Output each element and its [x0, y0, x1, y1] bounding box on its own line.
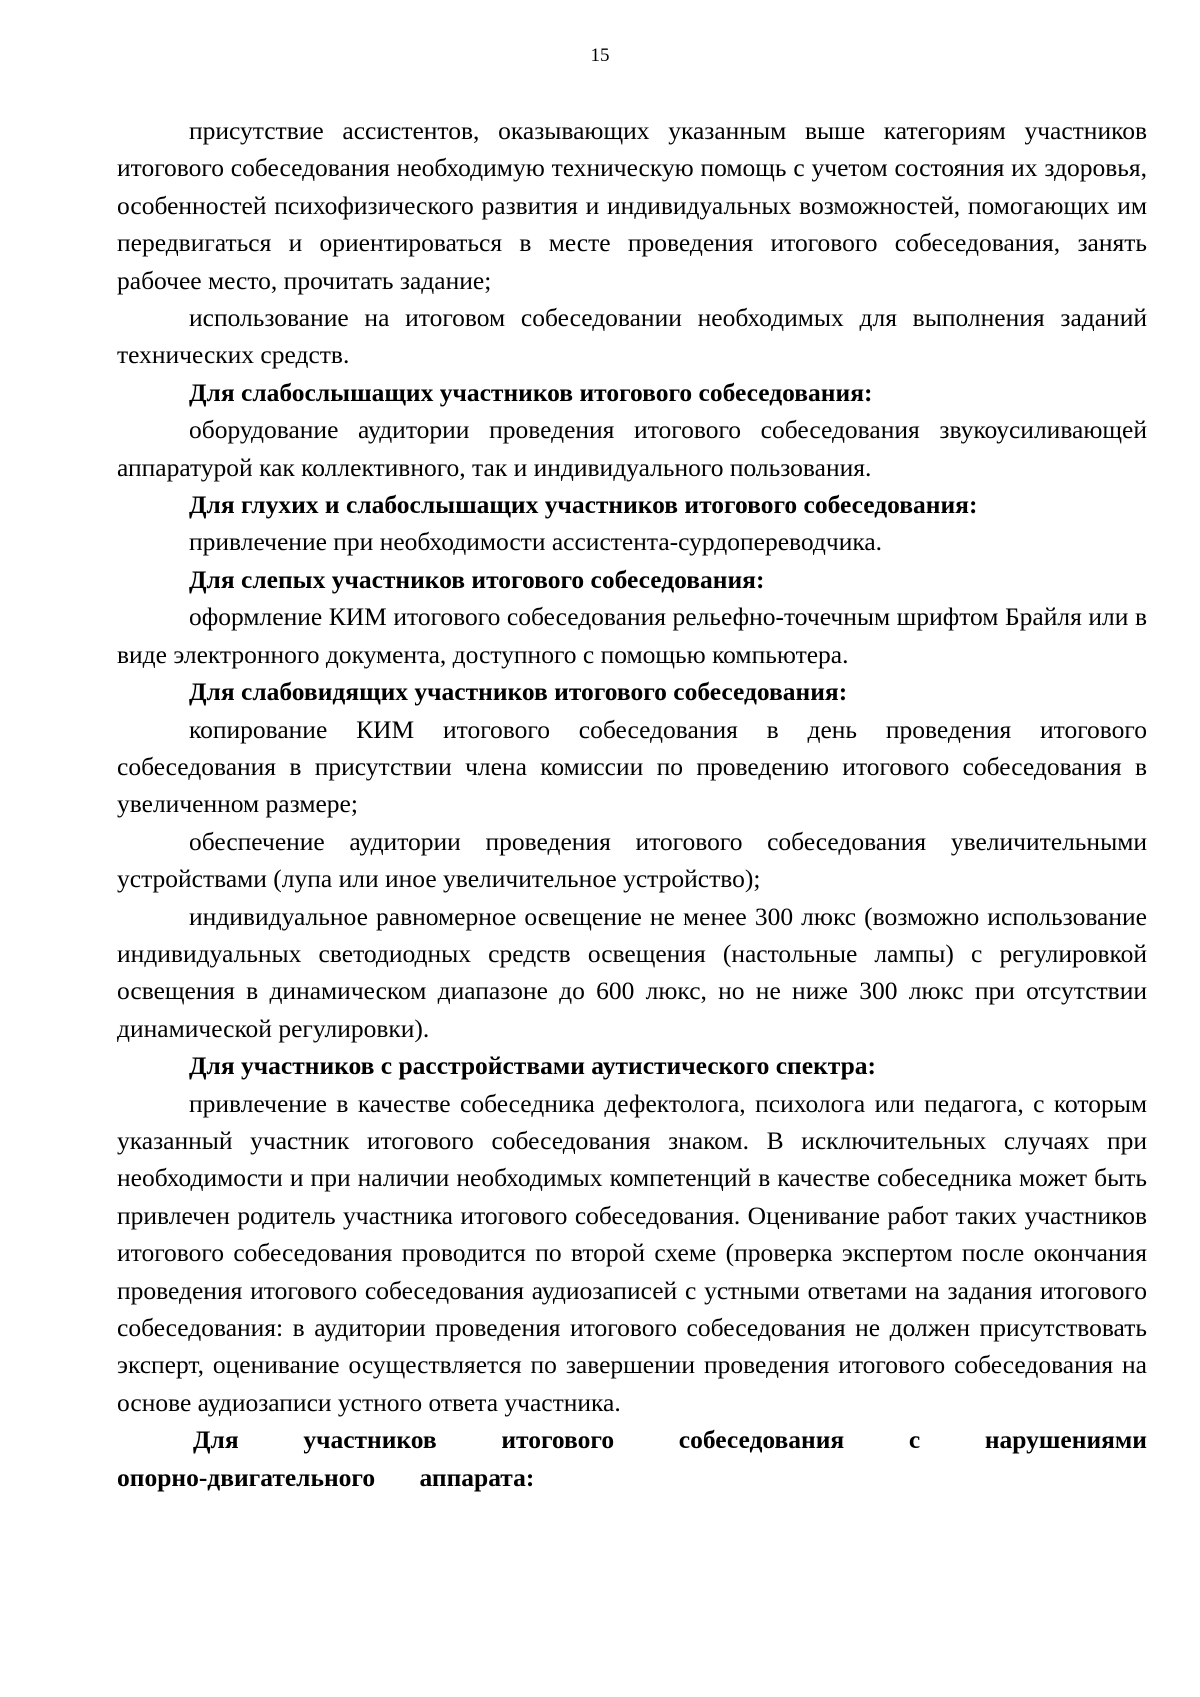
page-number: 15	[590, 45, 610, 66]
paragraph-sign-interpreter: привлечение при необходимости ассистента-сурдопереводчика.	[189, 527, 883, 557]
paragraph-technical-means: использование на итоговом собеседовании необходимых для выполнения заданий технических средств.	[117, 303, 1147, 370]
heading-visually-impaired: Для слабовидящих участников итогового собеседования:	[189, 677, 848, 707]
paragraph-sound-equipment: оборудование аудитории проведения итогового собеседования звукоусиливающей аппаратурой как коллективного, так и индивидуального пользования.	[117, 415, 1147, 482]
heading-autism-spectrum: Для участников с расстройствами аутистического спектра:	[189, 1051, 877, 1081]
heading-deaf-and-hard-of-hearing: Для глухих и слабослышащих участников итогового собеседования:	[189, 490, 978, 520]
heading-hard-of-hearing: Для слабослышащих участников итогового собеседования:	[189, 377, 873, 407]
paragraph-interlocutor: привлечение в качестве собеседника дефектолога, психолога или педагога, с которым указанный участник итогового собеседования знаком. В исключительных случаях при необходимости и при наличии необходимых компетенций в качестве собеседника может быть привлечен родитель участника итогового собеседования. Оценивание работ таких участников итогового собеседования проводится по второй схеме (проверка экспертом после окончания проведения итогового собеседования аудиозаписей с устными ответами на задания итогового собеседования: в аудитории проведения итогового собеседования не должен присутствовать эксперт, оценивание осуществляется по завершении проведения итогового собеседования на основе аудиозаписи устного ответа участника.	[117, 1088, 1147, 1417]
paragraph-braille: оформление КИМ итогового собеседования рельефно-точечным шрифтом Брайля или в виде электронного документа, доступного с помощью компьютера.	[117, 602, 1147, 669]
heading-blind: Для слепых участников итогового собеседования:	[189, 564, 765, 594]
paragraph-magnifiers: обеспечение аудитории проведения итогового собеседования увеличительными устройствами (лупа или иное увеличительное устройство);	[117, 826, 1147, 894]
paragraph-assistants: присутствие ассистентов, оказывающих указанным выше категориям участников итогового собеседования необходимую техническую помощь с учетом состояния их здоровья, особенностей психофизического развития и индивидуальных возможностей, помогающих им передвигаться и ориентироваться в месте проведения итогового собеседования, занять рабочее место, прочитать задание;	[117, 116, 1147, 295]
heading-musculoskeletal: Для участников итогового собеседования с нарушениями опорно-двигательного аппарата:	[117, 1425, 1147, 1492]
paragraph-enlarged-copy: копирование КИМ итогового собеседования в день проведения итогового собеседования в присутствии члена комиссии по проведению итогового собеседования в увеличенном размере;	[117, 714, 1147, 819]
document-body	[117, 112, 1147, 1496]
paragraph-lighting: индивидуальное равномерное освещение не менее 300 люкс (возможно использование индивидуальных светодиодных средств освещения (настольные лампы) с регулировкой освещения в динамическом диапазоне до 600 люкс, но не ниже 300 люкс при отсутствии динамической регулировки).	[117, 901, 1147, 1043]
